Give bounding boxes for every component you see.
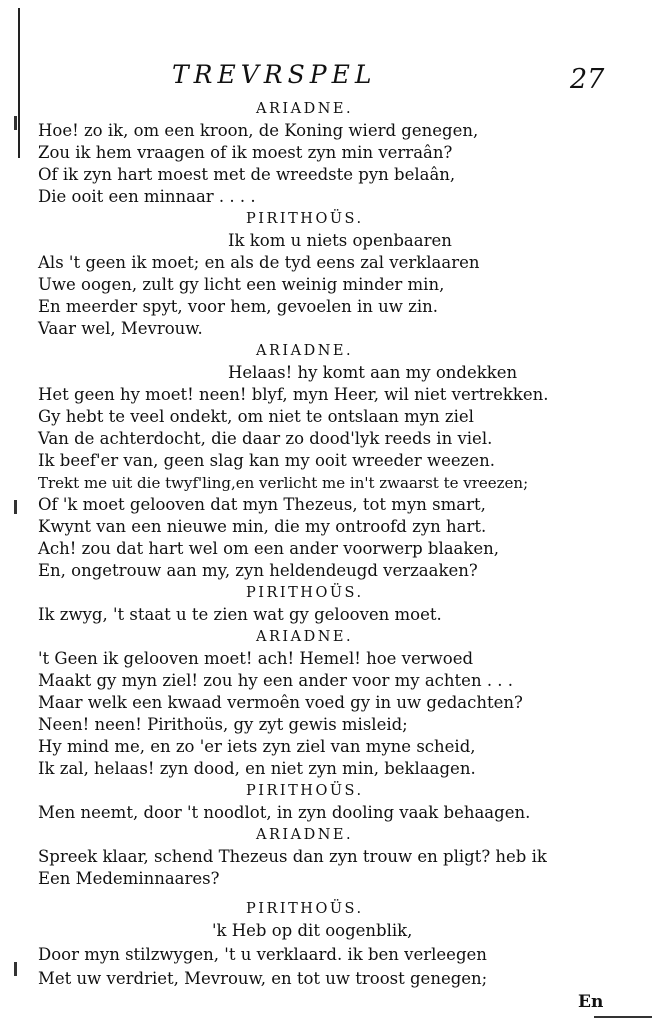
verse-line: Door myn stilzwygen, 't u verklaard. ik ben verleegen (38, 945, 487, 964)
bottom-rule (594, 1016, 652, 1018)
verse-line: Die ooit een minnaar . . . . (38, 187, 256, 206)
margin-mark (14, 116, 17, 130)
verse-line: Het geen hy moet! neen! blyf, myn Heer, wil niet vertrekken. (38, 385, 549, 404)
margin-mark (14, 500, 17, 514)
verse-line: Gy hebt te veel ondekt, om niet te ontslaan myn ziel (38, 407, 474, 426)
verse-line: Hoe! zo ik, om een kroon, de Koning wierd genegen, (38, 121, 479, 140)
verse-line: Men neemt, door 't noodlot, in zyn dooling vaak behaagen. (38, 803, 531, 822)
verse-line: Vaar wel, Mevrouw. (38, 319, 203, 338)
catchword: En (578, 992, 604, 1012)
verse-line: Van de achterdocht, die daar zo dood'lyk reeds in viel. (38, 429, 493, 448)
verse-line: Helaas! hy komt aan my ondekken (228, 363, 518, 382)
speaker-name: PIRITHOÜS. (246, 783, 364, 799)
verse-line: Uwe oogen, zult gy licht een weinig minder min, (38, 275, 445, 294)
verse-line: Trekt me uit die twyf'ling,en verlicht me in't zwaarst te vreezen; (38, 474, 529, 492)
verse-line: Maar welk een kwaad vermoên voed gy in uw gedachten? (38, 693, 523, 712)
verse-line: Een Medeminnaares? (38, 869, 220, 888)
verse-line: En, ongetrouw aan my, zyn heldendeugd verzaaken? (38, 561, 478, 580)
verse-line: Ik zal, helaas! zyn dood, en niet zyn min, beklaagen. (38, 759, 476, 778)
page-number: 27 (570, 64, 605, 95)
verse-line: Als 't geen ik moet; en als de tyd eens zal verklaaren (38, 253, 480, 272)
verse-line: Ik kom u niets openbaaren (228, 231, 452, 250)
speaker-name: PIRITHOÜS. (246, 211, 364, 227)
speaker-name: PIRITHOÜS. (246, 585, 364, 601)
speaker-name: ARIADNE. (256, 343, 354, 359)
verse-line: Zou ik hem vraagen of ik moest zyn min verraân? (38, 143, 453, 162)
page-header (0, 60, 658, 94)
verse-line: Of ik zyn hart moest met de wreedste pyn belaân, (38, 165, 456, 184)
verse-line: 'k Heb op dit oogenblik, (212, 921, 413, 940)
speaker-name: ARIADNE. (256, 101, 354, 117)
verse-line: Spreek klaar, schend Thezeus dan zyn trouw en pligt? heb ik (38, 847, 547, 866)
verse-line: Hy mind me, en zo 'er iets zyn ziel van myne scheid, (38, 737, 476, 756)
running-title: TREVRSPEL (172, 60, 377, 89)
verse-line: Maakt gy myn ziel! zou hy een ander voor my achten . . . (38, 671, 514, 690)
verse-line: Neen! neen! Pirithoüs, gy zyt gewis misleid; (38, 715, 408, 734)
verse-line: Of 'k moet gelooven dat myn Thezeus, tot myn smart, (38, 495, 486, 514)
verse-line: Kwynt van een nieuwe min, die my ontroofd zyn hart. (38, 517, 487, 536)
margin-mark (14, 962, 17, 976)
verse-line: Ik beef'er van, geen slag kan my ooit wreeder weezen. (38, 451, 495, 470)
verse-line: Met uw verdriet, Mevrouw, en tot uw troost genegen; (38, 969, 488, 988)
speaker-name: ARIADNE. (256, 629, 354, 645)
verse-line: Ik zwyg, 't staat u te zien wat gy gelooven moet. (38, 605, 442, 624)
speaker-name: PIRITHOÜS. (246, 901, 364, 917)
verse-line: 't Geen ik gelooven moet! ach! Hemel! hoe verwoed (38, 649, 474, 668)
verse-line: Ach! zou dat hart wel om een ander voorwerp blaaken, (38, 539, 500, 558)
speaker-name: ARIADNE. (256, 827, 354, 843)
verse-line: En meerder spyt, voor hem, gevoelen in uw zin. (38, 297, 439, 316)
